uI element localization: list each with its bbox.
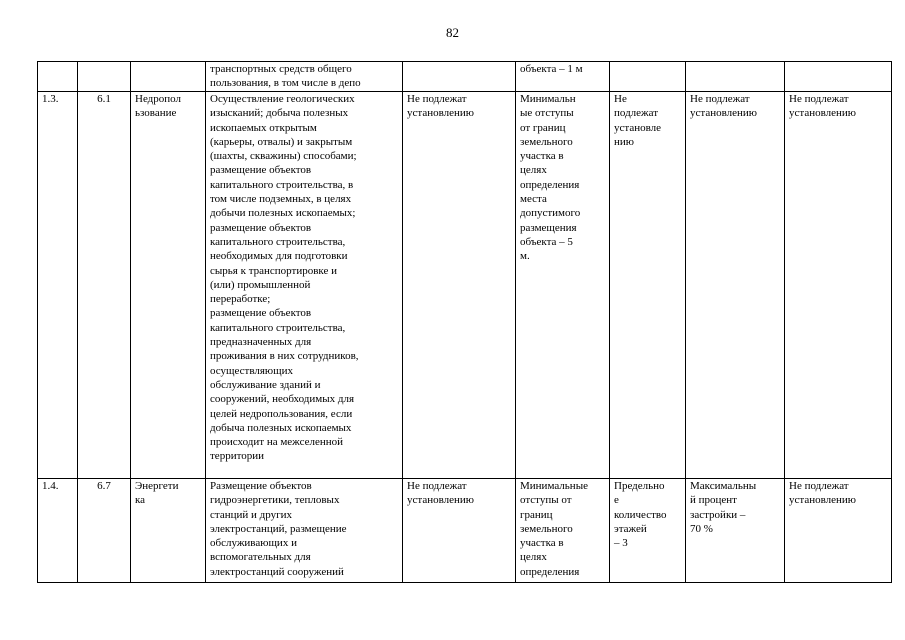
code-cell (78, 62, 131, 92)
floors-cell (610, 62, 686, 92)
use-name-cell: Недропол ьзование (131, 92, 206, 479)
use-name-cell: Энергети ка (131, 479, 206, 583)
other-cell (785, 62, 892, 92)
floors-cell: Не подлежат установле нию (610, 92, 686, 479)
table-row (38, 479, 892, 583)
min-area-cell: Не подлежат установлению (403, 479, 516, 583)
other-cell: Не подлежат установлению (785, 92, 892, 479)
zoning-regulations-table (37, 61, 892, 583)
min-area-cell (403, 62, 516, 92)
page-number: 82 (446, 25, 459, 40)
row-number-cell (38, 62, 78, 92)
row-number-cell: 1.4. (38, 479, 78, 583)
table-row (38, 92, 892, 479)
description-cell: транспортных средств общего пользования, в том числе в депо (206, 62, 403, 92)
other-cell: Не подлежат установлению (785, 479, 892, 583)
coverage-cell: Максимальны й процент застройки – 70 % (686, 479, 785, 583)
setbacks-cell: Минимальные отступы от границ земельного участка в целях определения (516, 479, 610, 583)
table-row (38, 62, 892, 92)
code-cell: 6.1 (78, 92, 131, 479)
row-number-cell: 1.3. (38, 92, 78, 479)
setbacks-cell: Минимальн ые отступы от границ земельного участка в целях определения места допустимого размещения объекта – 5 м. (516, 92, 610, 479)
setbacks-cell: объекта – 1 м (516, 62, 610, 92)
floors-cell: Предельно е количество этажей – 3 (610, 479, 686, 583)
coverage-cell: Не подлежат установлению (686, 92, 785, 479)
description-cell: Размещение объектов гидроэнергетики, тепловых станций и других электростанций, размещение обслуживающих и вспомогательных для электростанций сооружений (206, 479, 403, 583)
min-area-cell: Не подлежат установлению (403, 92, 516, 479)
code-cell: 6.7 (78, 479, 131, 583)
use-name-cell (131, 62, 206, 92)
coverage-cell (686, 62, 785, 92)
description-cell: Осуществление геологических изысканий; добыча полезных ископаемых открытым (карьеры, отвалы) и закрытым (шахты, скважины) способами; размещение объектов капитального строительства, в том числе подземных, в целях добычи полезных ископаемых; размещение объектов капитального строительства, необходимых для подготовки сырья к транспортировке и (или) промышленной переработке; размещение объектов капитального строительства, предназначенных для проживания в них сотрудников, осуществляющих обслуживание зданий и сооружений, необходимых для целей недропользования, если добыча полезных ископаемых происходит на межселенной территории (206, 92, 403, 479)
